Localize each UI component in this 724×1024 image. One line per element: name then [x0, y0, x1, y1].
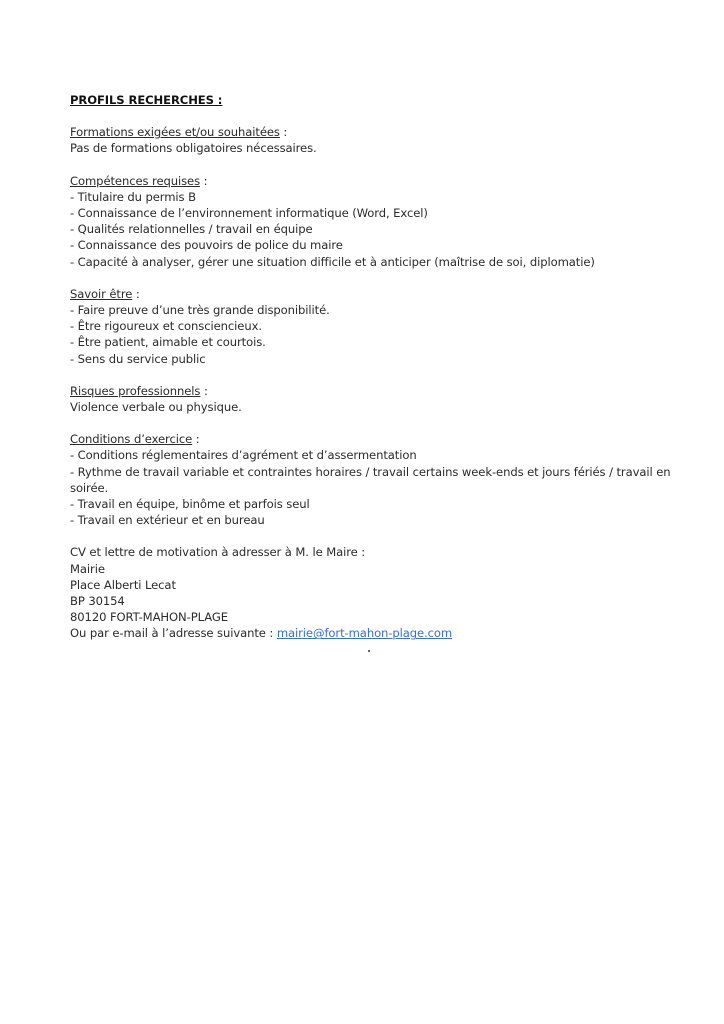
- email-line: [70, 625, 700, 641]
- list-item: - Travail en équipe, binôme et parfois seul: [70, 497, 310, 512]
- title-spacer: [70, 108, 700, 124]
- section-line: Violence verbale ou physique.: [70, 400, 242, 415]
- list-item: - Faire preuve d’une très grande disponibilité.: [70, 303, 330, 318]
- list-item: - Sens du service public: [70, 351, 206, 366]
- section-heading-colon: :: [132, 286, 140, 301]
- address-line: 80120 FORT-MAHON-PLAGE: [70, 610, 228, 625]
- section-heading-colon: :: [279, 125, 288, 140]
- list-item: - Capacité à analyser, gérer une situation difficile et à anticiper (maîtrise de soi, diplomatie): [70, 254, 595, 269]
- section-heading-text: Savoir être: [70, 286, 133, 301]
- section-heading: [70, 286, 700, 302]
- section-heading-text: Conditions d’exercice: [70, 432, 193, 447]
- section-formations: [70, 124, 700, 156]
- page-title-colon: :: [213, 93, 223, 107]
- document-page: [70, 92, 700, 642]
- list-item: - Travail en extérieur et en bureau: [70, 513, 265, 528]
- page-title-text: PROFILS RECHERCHES: [70, 93, 214, 107]
- email-prefix: Ou par e-mail à l’adresse suivante :: [70, 626, 277, 641]
- section-heading-text: Compétences requises: [70, 173, 201, 188]
- stray-dot: [368, 650, 370, 652]
- section-heading-colon: :: [200, 173, 208, 188]
- contact-intro: CV et lettre de motivation à adresser à M. le Maire :: [70, 545, 366, 560]
- address-line: Mairie: [70, 561, 105, 576]
- list-item: - Rythme de travail variable et contraintes horaires / travail certains week-ends et jours fériés / travail en soirée.: [70, 464, 671, 495]
- section-heading: [70, 431, 700, 447]
- section-line: Pas de formations obligatoires nécessaires.: [70, 141, 317, 156]
- list-item: - Être rigoureux et consciencieux.: [70, 319, 262, 334]
- contact-block: [70, 544, 700, 641]
- list-item: - Connaissance des pouvoirs de police du maire: [70, 238, 343, 253]
- list-item: - Être patient, aimable et courtois.: [70, 335, 266, 350]
- email-link[interactable]: mairie@fort-mahon-plage.com: [276, 626, 453, 641]
- section-heading: [70, 124, 700, 140]
- section-heading: [70, 383, 700, 399]
- list-item: - Qualités relationnelles / travail en équipe: [70, 222, 313, 237]
- list-item: - Titulaire du permis B: [70, 189, 196, 204]
- section-heading-text: Risques professionnels: [70, 383, 201, 398]
- section-heading-text: Formations exigées et/ou souhaitées: [70, 125, 280, 140]
- section-savoir-etre: [70, 286, 700, 367]
- page-title: [70, 92, 700, 108]
- section-heading-colon: :: [192, 432, 200, 447]
- section-conditions: [70, 431, 700, 528]
- address-line: BP 30154: [70, 594, 125, 609]
- address-line: Place Alberti Lecat: [70, 577, 176, 592]
- list-item: - Conditions réglementaires d’agrément et d’assermentation: [70, 448, 417, 463]
- section-competences: [70, 173, 700, 270]
- section-risques: [70, 383, 700, 415]
- list-item: - Connaissance de l’environnement informatique (Word, Excel): [70, 206, 428, 221]
- section-heading: [70, 173, 700, 189]
- section-heading-colon: :: [200, 383, 208, 398]
